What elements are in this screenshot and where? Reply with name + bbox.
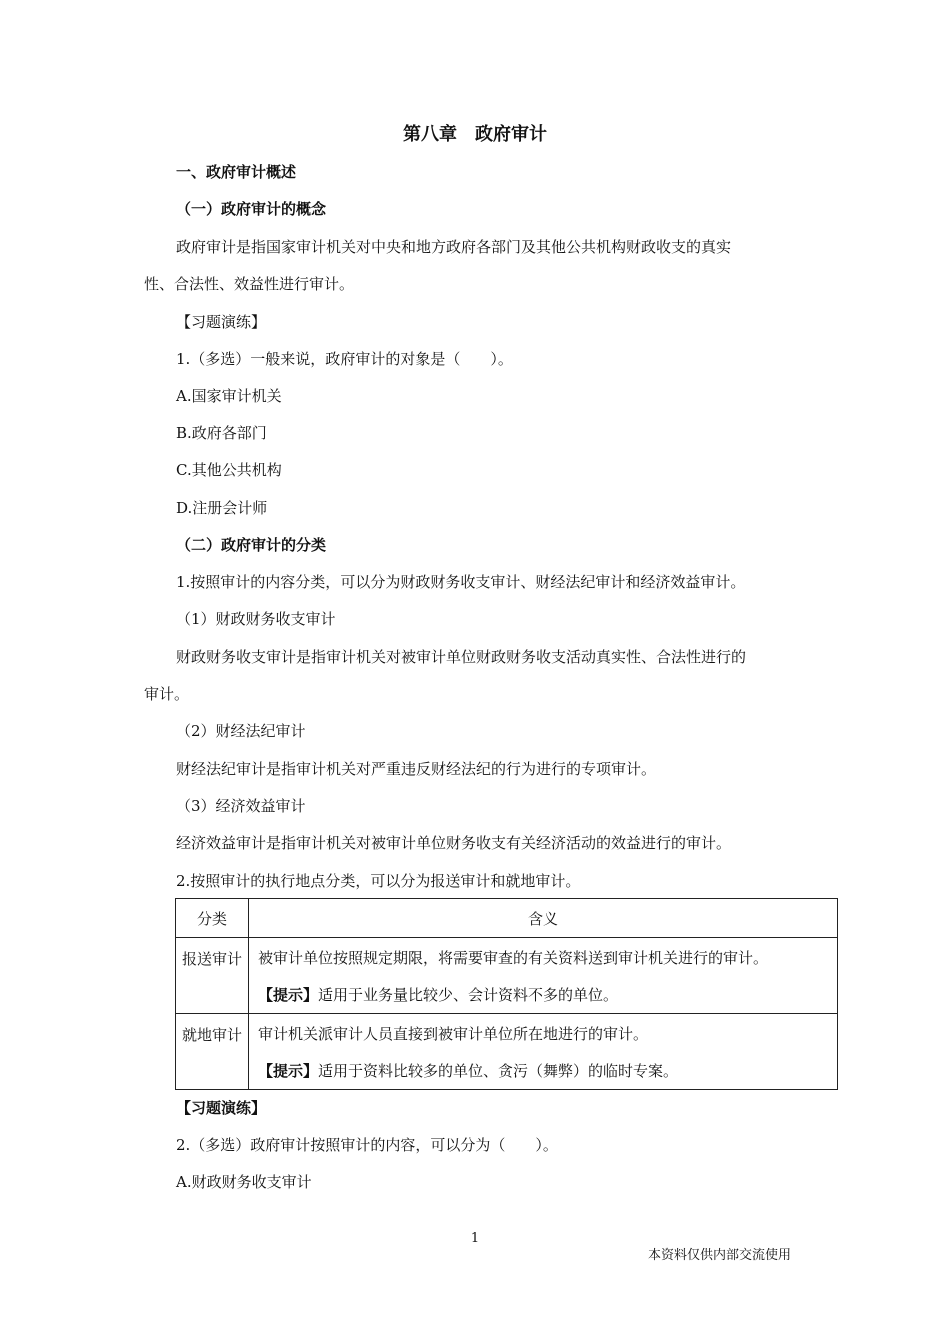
table-header-type: 分类 [176,899,249,938]
practice-heading-2: 【习题演练】 [176,1099,267,1117]
table-header-row [176,899,838,938]
concept-paragraph-line2: 性、合法性、效益性进行审计。 [144,275,355,293]
tip-label: 【提示】 [258,986,319,1004]
question-1: 1.（多选）一般来说，政府审计的对象是（ ）。 [176,350,513,368]
financial-audit-paragraph-line1: 财政财务收支审计是指审计机关对被审计单位财政财务收支活动真实性、合法性进行的 [176,648,747,666]
question-1-option-c: C.其他公共机构 [176,461,282,479]
financial-audit-title: （1）财政财务收支审计 [176,610,336,628]
footer-note: 本资料仅供内部交流使用 [648,1248,792,1263]
table-cell-tip [258,985,829,1005]
classification-by-content: 1.按照审计的内容分类，可以分为财政财务收支审计、财经法纪审计和经济效益审计。 [176,573,746,591]
table-row [176,1014,838,1090]
question-1-option-d: D.注册会计师 [176,499,268,517]
table-cell-meaning [249,938,838,1014]
classification-table [175,898,838,1090]
table-row [176,938,838,1014]
page-number: 1 [470,1231,480,1246]
subsection-heading-classification: （二）政府审计的分类 [176,536,327,554]
efficiency-audit-title: （3）经济效益审计 [176,797,306,815]
tip-text: 适用于业务量比较少、会计资料不多的单位。 [318,986,619,1004]
tip-label: 【提示】 [258,1062,319,1080]
question-2: 2.（多选）政府审计按照审计的内容，可以分为（ ）。 [176,1136,558,1154]
practice-heading: 【习题演练】 [176,313,267,331]
section-heading: 一、政府审计概述 [176,163,297,181]
table-cell-description: 被审计单位按照规定期限，将需要审查的有关资料送到审计机关进行的审计。 [258,949,769,967]
table-cell-type: 报送审计 [176,938,249,1014]
discipline-audit-paragraph: 财经法纪审计是指审计机关对严重违反财经法纪的行为进行的专项审计。 [176,760,657,778]
subsection-heading-concept: （一）政府审计的概念 [176,200,327,218]
question-2-option-a: A.财政财务收支审计 [176,1173,312,1191]
table-header-meaning: 含义 [249,899,838,938]
question-1-option-a: A.国家审计机关 [176,387,282,405]
chapter-title: 第八章 政府审计 [403,124,547,145]
table-cell-meaning [249,1014,838,1090]
discipline-audit-title: （2）财经法纪审计 [176,722,306,740]
table-cell-tip [258,1061,829,1081]
table-cell-description: 审计机关派审计人员直接到被审计单位所在地进行的审计。 [258,1025,649,1043]
concept-paragraph-line1: 政府审计是指国家审计机关对中央和地方政府各部门及其他公共机构财政收支的真实 [176,238,732,256]
table-cell-type: 就地审计 [176,1014,249,1090]
efficiency-audit-paragraph: 经济效益审计是指审计机关对被审计单位财务收支有关经济活动的效益进行的审计。 [176,834,732,852]
financial-audit-paragraph-line2: 审计。 [144,685,190,703]
question-1-option-b: B.政府各部门 [176,424,267,442]
classification-by-location: 2.按照审计的执行地点分类，可以分为报送审计和就地审计。 [176,872,581,890]
tip-text: 适用于资料比较多的单位、贪污（舞弊）的临时专案。 [318,1062,679,1080]
